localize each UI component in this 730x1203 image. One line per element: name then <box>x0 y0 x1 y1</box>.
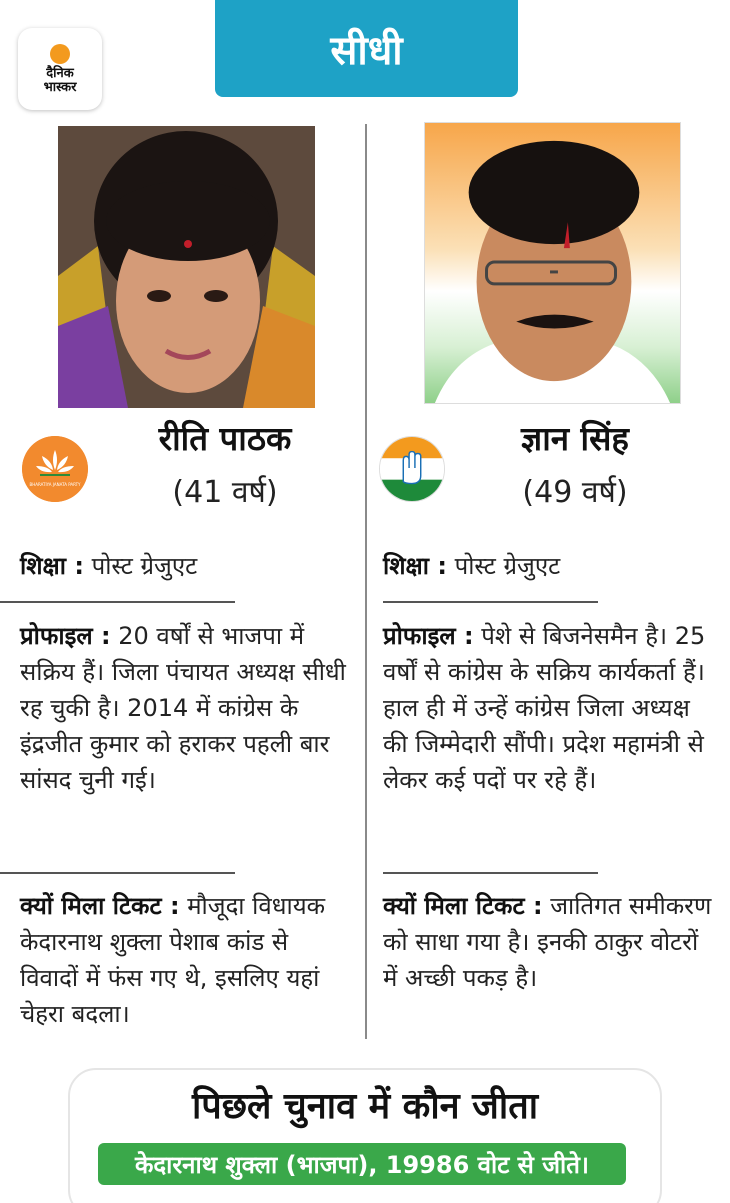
ticket-row-left <box>20 888 350 1032</box>
bjp-lotus-icon <box>22 436 88 502</box>
previous-election-title: पिछले चुनाव में कौन जीता <box>191 1086 539 1127</box>
candidate-name-left: रीति पाठक <box>158 419 292 458</box>
profile-label: प्रोफाइल : <box>20 622 111 650</box>
candidate-photo-right <box>424 122 681 404</box>
ticket-row-right <box>383 888 713 996</box>
candidate-age-right: (49 वर्ष) <box>522 475 628 510</box>
education-label: शिक्षा : <box>383 552 447 580</box>
candidate-name-right: ज्ञान सिंह <box>521 419 629 458</box>
previous-election-result: केदारनाथ शुक्ला (भाजपा), 19986 वोट से जीते। <box>98 1143 626 1185</box>
sun-icon <box>50 44 70 64</box>
education-label: शिक्षा : <box>20 552 84 580</box>
candidate-photo-left <box>58 126 315 408</box>
candidate-age-left: (41 वर्ष) <box>172 475 278 510</box>
bjp-logo-text: BHARATIYA JANATA PARTY <box>29 482 81 487</box>
column-divider <box>365 124 367 1039</box>
profile-text: 20 वर्षों से भाजपा में सक्रिय हैं। जिला पंचायत अध्यक्ष सीधी रह चुकी है। 2014 में कांग्रेस के इंद्रजीत कुमार को हराकर पहली बार सांसद चुनी गई। <box>20 622 346 794</box>
ticket-text: मौजूदा विधायक केदारनाथ शुक्ला पेशाब कांड से विवादों में फंस गए थे, इसलिए यहां चेहरा बदला। <box>20 892 326 1028</box>
divider-line <box>0 601 235 603</box>
divider-line <box>383 872 598 874</box>
education-value: पोस्ट ग्रेजुएट <box>91 552 198 580</box>
ticket-label: क्यों मिला टिकट : <box>20 892 180 920</box>
profile-text: पेशे से बिजनेसमैन है। 25 वर्षों से कांग्रेस के सक्रिय कार्यकर्ता हैं। हाल ही में उन्हें कांग्रेस जिला अध्यक्ष की जिम्मेदारी सौंपी। प्रदेश महामंत्री से लेकर कई पदों पर रहे हैं। <box>383 622 706 794</box>
divider-line <box>383 601 598 603</box>
constituency-title: सीधी <box>215 0 518 97</box>
profile-row-right <box>383 618 713 798</box>
congress-hand-icon <box>379 436 445 502</box>
divider-line <box>0 872 235 874</box>
profile-label: प्रोफाइल : <box>383 622 474 650</box>
brand-line-2: भास्कर <box>43 79 77 95</box>
education-row-right <box>383 548 713 584</box>
education-value: पोस्ट ग्रेजुएट <box>454 552 561 580</box>
profile-row-left <box>20 618 350 798</box>
dainik-bhaskar-logo <box>18 28 102 110</box>
brand-line-1: दैनिक <box>46 65 74 81</box>
education-row-left <box>20 548 350 584</box>
ticket-text: जातिगत समीकरण को साधा गया है। इनकी ठाकुर वोटरों में अच्छी पकड़ है। <box>383 892 712 992</box>
ticket-label: क्यों मिला टिकट : <box>383 892 543 920</box>
